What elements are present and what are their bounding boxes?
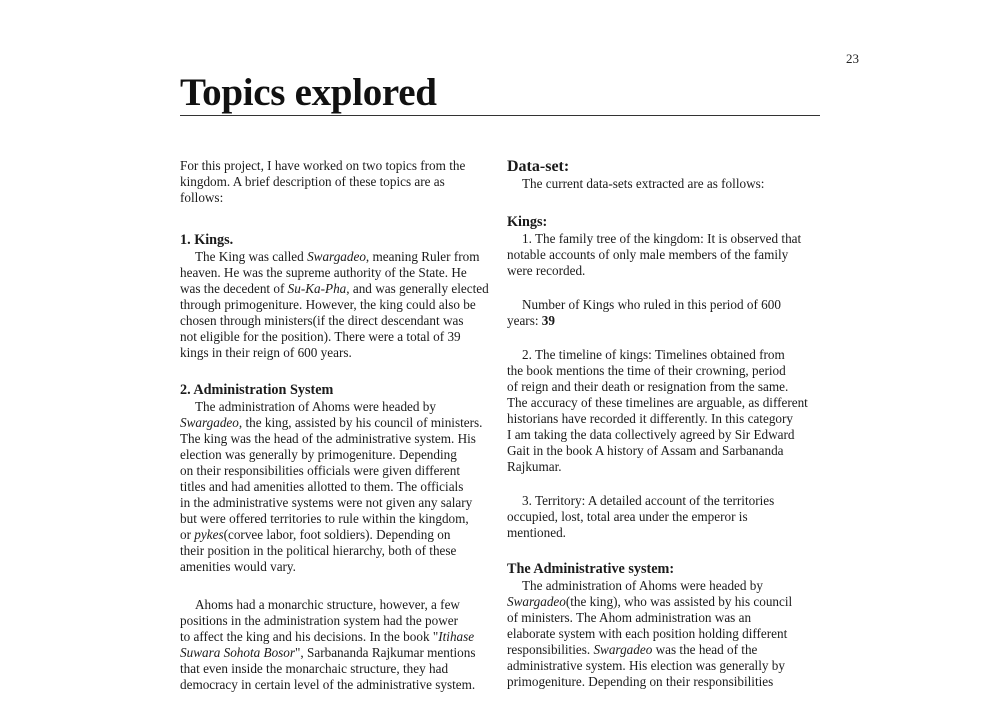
kings-paragraph <box>180 249 500 361</box>
dataset-heading: Data-set: <box>507 158 570 175</box>
timeline-line: 2. The timeline of kings: Timelines obtained from <box>522 347 785 362</box>
admin-system-paragraph <box>507 578 827 690</box>
territory-line: occupied, lost, total area under the emperor is <box>507 509 748 524</box>
family-line: notable accounts of only male members of the family <box>507 247 789 262</box>
territory-line: mentioned. <box>507 525 566 540</box>
title-underline <box>180 115 820 116</box>
admin-line: their position in the political hierarchy, both of these <box>180 543 457 558</box>
kings-line: heaven. He was the supreme authority of the State. He <box>180 265 467 280</box>
admin-system-line: responsibilities. Swargadeo was the head of the <box>507 642 758 657</box>
admin-system-heading: The Administrative system: <box>507 561 675 577</box>
kings-count-value: 39 <box>541 313 555 328</box>
admin-system-line: elaborate system with each position holding different <box>507 626 788 641</box>
monarchy-paragraph <box>180 597 500 693</box>
kings-line: kings in their reign of 600 years. <box>180 345 352 360</box>
timeline-line: The accuracy of these timelines are arguable, as different <box>507 395 808 410</box>
monarchy-line: Suwara Sohota Bosor", Sarbananda Rajkumar mentions <box>180 645 476 660</box>
monarchy-line: to affect the king and his decisions. In the book "Itihase <box>180 629 475 644</box>
admin-line: Swargadeo, the king, assisted by his council of ministers. <box>180 415 483 430</box>
timeline-line: Rajkumar. <box>507 459 562 474</box>
intro-line: For this project, I have worked on two topics from the <box>180 158 466 173</box>
monarchy-line: that even inside the monarchaic structure, they had <box>180 661 449 676</box>
monarchy-line: Ahoms had a monarchic structure, however, a few <box>195 597 460 612</box>
intro-line: follows: <box>180 190 224 205</box>
admin-system-line: primogeniture. Depending on their responsibilities <box>507 674 774 689</box>
territory-paragraph <box>507 493 827 541</box>
admin-system-line: administrative system. His election was generally by <box>507 658 785 673</box>
admin-line: or pykes(corvee labor, foot soldiers). Depending on <box>180 527 451 542</box>
timeline-line: of reign and their death or resignation from the same. <box>507 379 789 394</box>
kings-line: The King was called Swargadeo, meaning Ruler from <box>195 249 480 264</box>
monarchy-line: democracy in certain level of the administrative system. <box>180 677 476 692</box>
page-title: Topics explored <box>180 71 437 114</box>
kings-line: chosen through ministers(if the direct descendant was <box>180 313 464 328</box>
admin-line: in the administrative systems were not given any salary <box>180 495 473 510</box>
timeline-paragraph <box>507 347 827 475</box>
admin-system-line: of ministers. The Ahom administration was an <box>507 610 752 625</box>
kings-heading: 1. Kings. <box>180 232 234 248</box>
intro-line: kingdom. A brief description of these topics are as <box>180 174 445 189</box>
kings-line: was the decedent of Su-Ka-Pha, and was generally elected <box>180 281 489 296</box>
monarchy-line: positions in the administration system had the power <box>180 613 458 628</box>
family-line: 1. The family tree of the kingdom: It is observed that <box>522 231 802 246</box>
territory-line: 3. Territory: A detailed account of the territories <box>522 493 775 508</box>
kings-count-paragraph <box>507 297 827 329</box>
timeline-line: the book mentions the time of their crowning, period <box>507 363 786 378</box>
intro-paragraph <box>180 158 500 206</box>
admin-line: but were offered territories to rule within the kingdom, <box>180 511 469 526</box>
kings-line: not eligible for the position). There were a total of 39 <box>180 329 461 344</box>
admin-line: The administration of Ahoms were headed by <box>195 399 436 414</box>
admin-line: titles and had amenities allotted to them. The officials <box>180 479 464 494</box>
page-number: 23 <box>846 51 859 66</box>
count-line: Number of Kings who ruled in this period of 600 <box>522 297 781 312</box>
right-column <box>507 158 827 690</box>
kings-dataset-heading: Kings: <box>507 214 548 230</box>
admin-paragraph <box>180 399 500 575</box>
admin-system-line: The administration of Ahoms were headed by <box>522 578 763 593</box>
timeline-line: historians have recorded it differently. In this category <box>507 411 793 426</box>
family-tree-paragraph <box>507 231 827 279</box>
dataset-intro: The current data-sets extracted are as follows: <box>522 176 765 191</box>
admin-line: on their responsibilities officials were given different <box>180 463 461 478</box>
admin-system-line: Swargadeo(the king), who was assisted by his council <box>507 594 793 609</box>
admin-line: election was generally by primogeniture. Depending <box>180 447 457 462</box>
timeline-line: Gait in the book A history of Assam and Sarbananda <box>507 443 784 458</box>
left-column <box>180 158 500 693</box>
count-line: years: 39 <box>507 313 555 328</box>
timeline-line: I am taking the data collectively agreed by Sir Edward <box>507 427 795 442</box>
admin-line: The king was the head of the administrative system. His <box>180 431 476 446</box>
admin-heading: 2. Administration System <box>180 382 334 398</box>
family-line: were recorded. <box>507 263 586 278</box>
admin-line: amenities would vary. <box>180 559 296 574</box>
kings-line: through primogeniture. However, the king could also be <box>180 297 476 312</box>
